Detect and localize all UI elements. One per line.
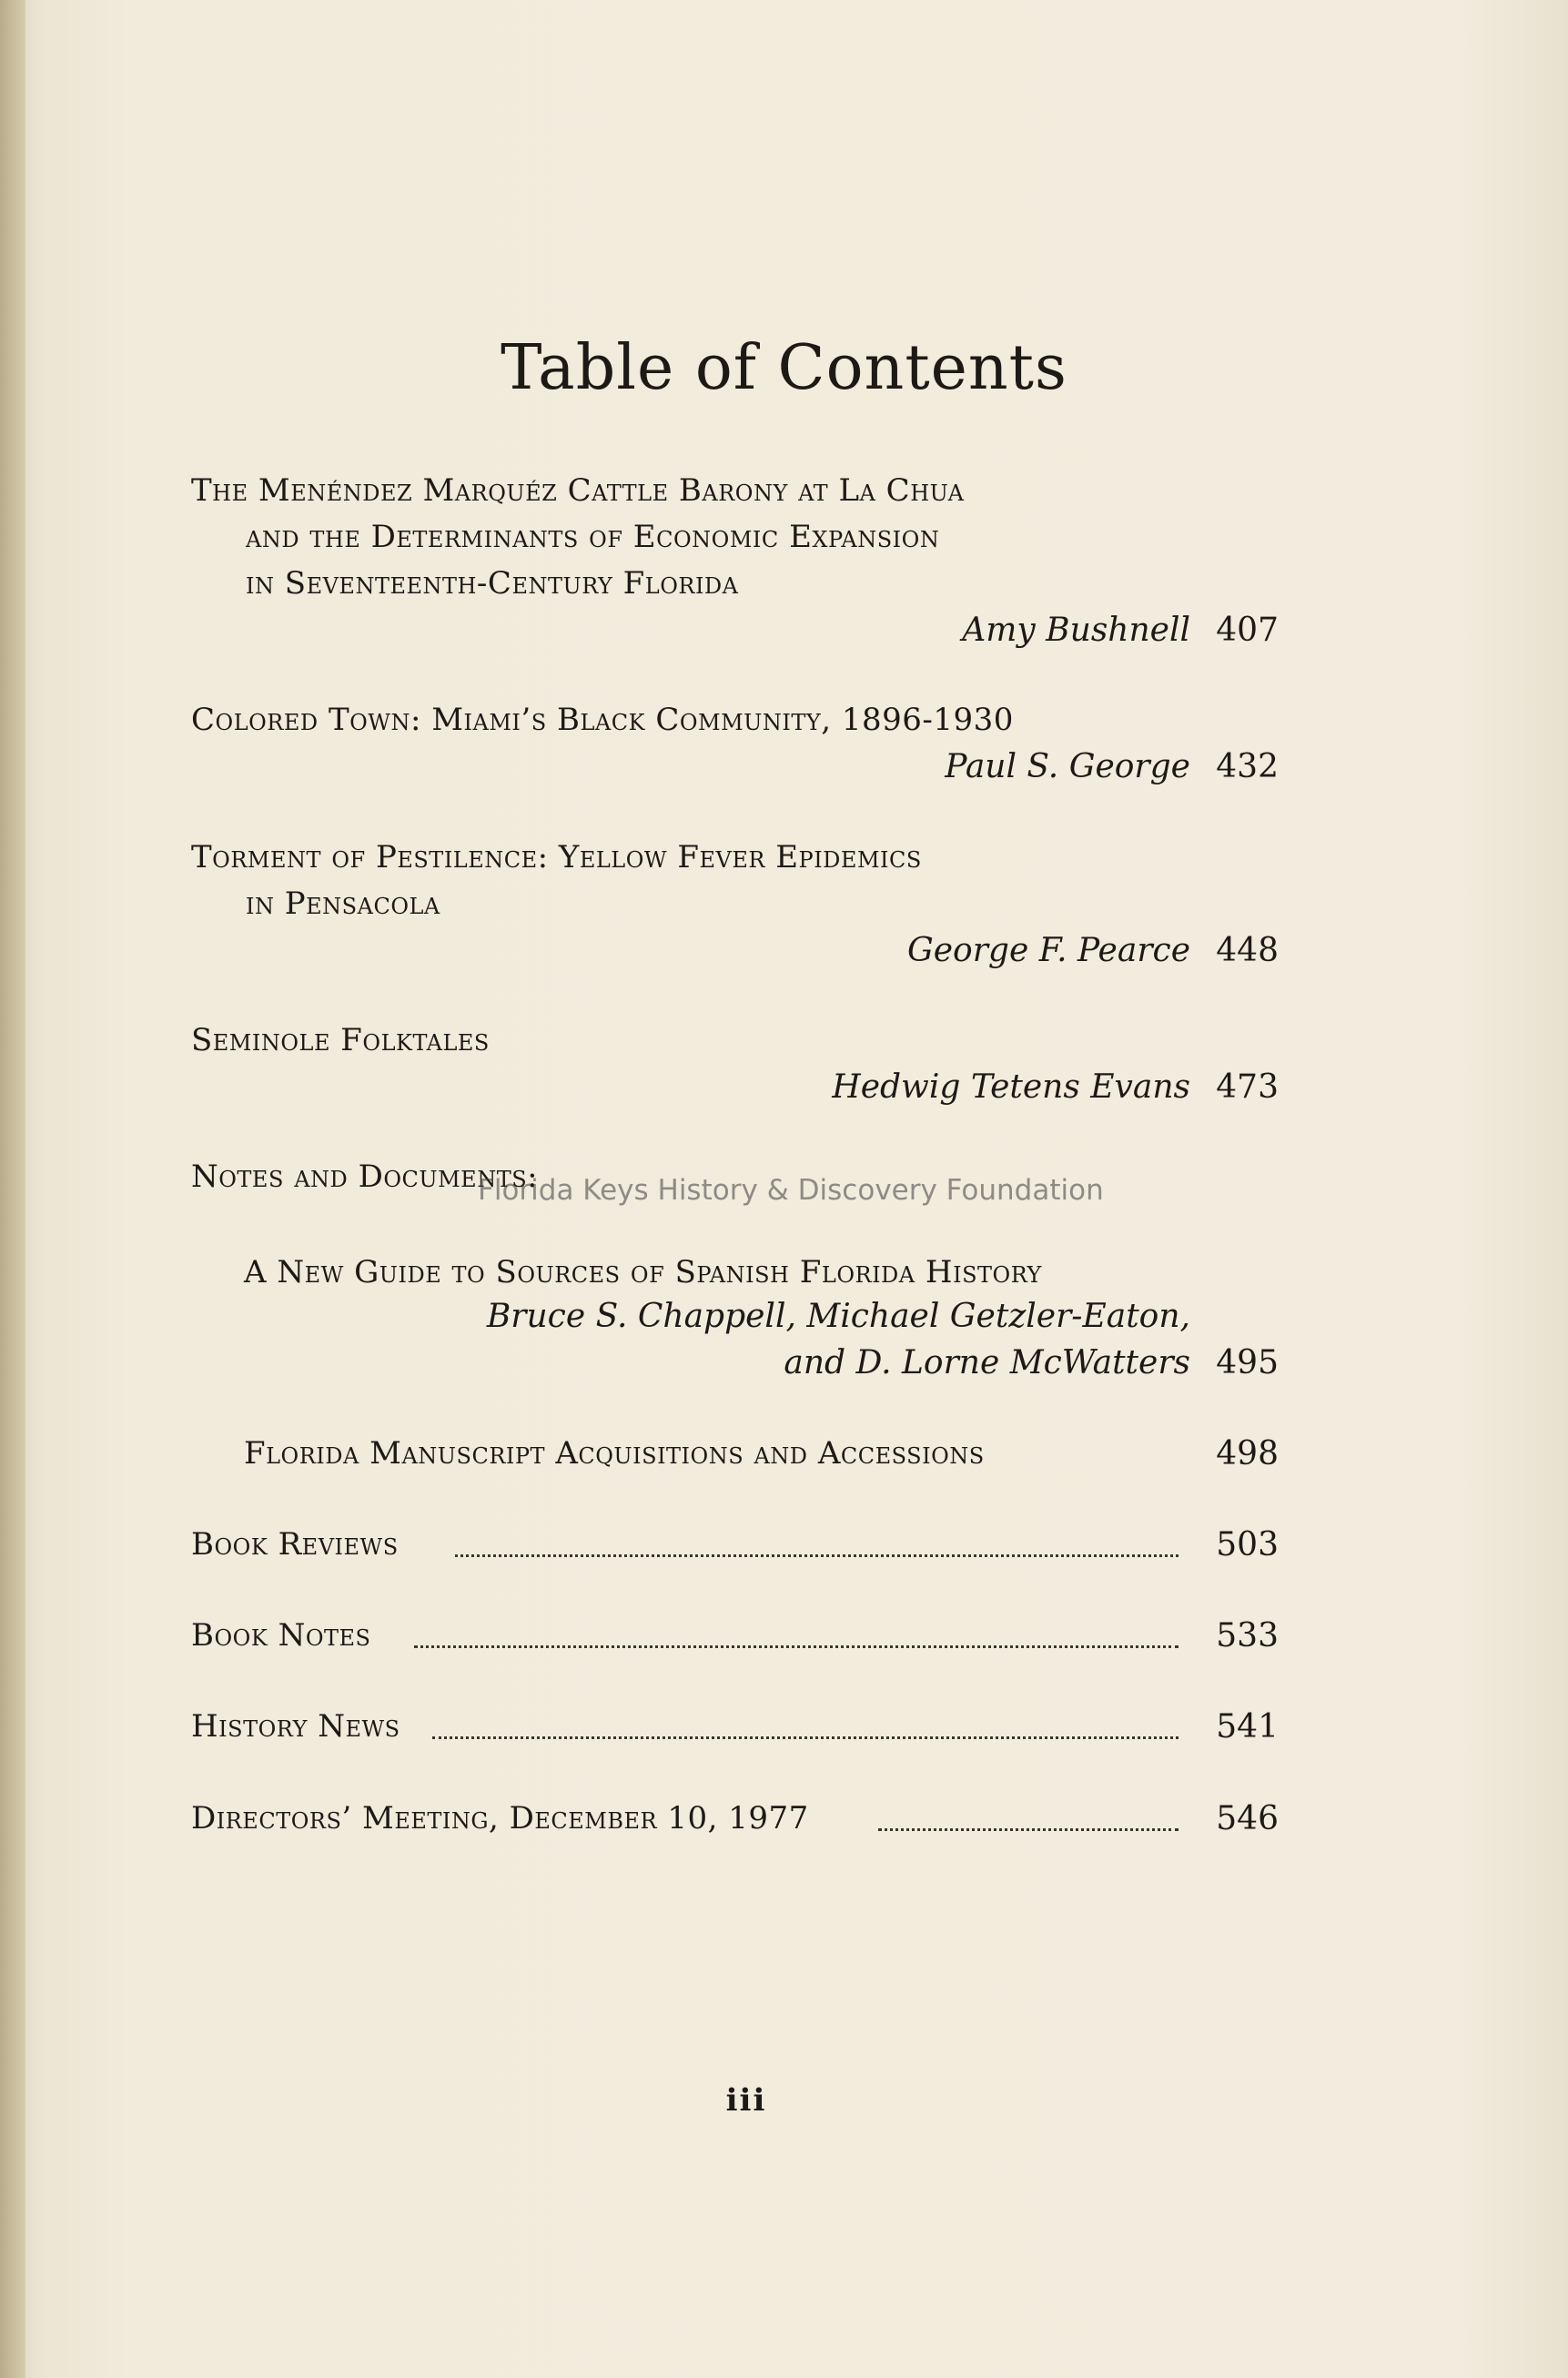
toc-entry-author: Hedwig Tetens Evans: [832, 1068, 1190, 1106]
toc-entry-title-line: and the Determinants of Economic Expansion: [246, 519, 940, 555]
toc-entry-page: 503: [1216, 1526, 1279, 1563]
dot-leader: [432, 1736, 1179, 1739]
page-title: Table of Contents: [501, 332, 1067, 404]
toc-entry-title-line: Book Notes: [191, 1617, 371, 1654]
toc-entry-page: 432: [1216, 748, 1279, 785]
toc-entry-page: 473: [1216, 1068, 1279, 1106]
toc-entry-page: 498: [1216, 1435, 1279, 1472]
toc-entry-page: 546: [1216, 1800, 1279, 1837]
dot-leader: [878, 1828, 1179, 1831]
toc-entry-title-line: Seminole Folktales: [191, 1022, 490, 1058]
toc-entry-title-line: Florida Manuscript Acquisitions and Accessions: [244, 1435, 985, 1472]
toc-entry-author: Amy Bushnell: [962, 612, 1190, 649]
dot-leader: [455, 1554, 1179, 1557]
toc-entry-title-line: in Seventeenth-Century Florida: [246, 565, 739, 602]
toc-entry-page: 495: [1216, 1344, 1279, 1381]
toc-entry-title-line: A New Guide to Sources of Spanish Florida History: [244, 1254, 1042, 1290]
toc-entry-title-line: Book Reviews: [191, 1526, 399, 1563]
dot-leader: [414, 1645, 1179, 1648]
toc-entry-title-line: Torment of Pestilence: Yellow Fever Epidemics: [191, 839, 922, 875]
section-heading: Notes and Documents:: [191, 1159, 539, 1195]
toc-entry-title-line: in Pensacola: [246, 885, 440, 922]
toc-entry-author: George F. Pearce: [906, 932, 1190, 969]
toc-entry-title-line: Directors’ Meeting, December 10, 1977: [191, 1800, 809, 1837]
toc-entry-author: Bruce S. Chappell, Michael Getzler-Eaton,: [486, 1298, 1190, 1335]
toc-entry-author: and D. Lorne McWatters: [784, 1344, 1190, 1381]
toc-entry-author: Paul S. George: [945, 748, 1190, 785]
toc-entry-page: 541: [1216, 1708, 1279, 1746]
toc-entry-page: 533: [1216, 1617, 1279, 1654]
toc-entry-page: 407: [1216, 612, 1279, 649]
toc-entry-page: 448: [1216, 932, 1279, 969]
watermark: Florida Keys History & Discovery Foundation: [478, 1174, 1104, 1207]
toc-entry-title-line: The Menéndez Marquéz Cattle Barony at La Chua: [191, 472, 965, 509]
page-number: iii: [725, 2082, 767, 2119]
toc-entry-title-line: Colored Town: Miami’s Black Community, 1896-1930: [191, 702, 1014, 738]
toc-entry-title-line: History News: [191, 1708, 400, 1745]
